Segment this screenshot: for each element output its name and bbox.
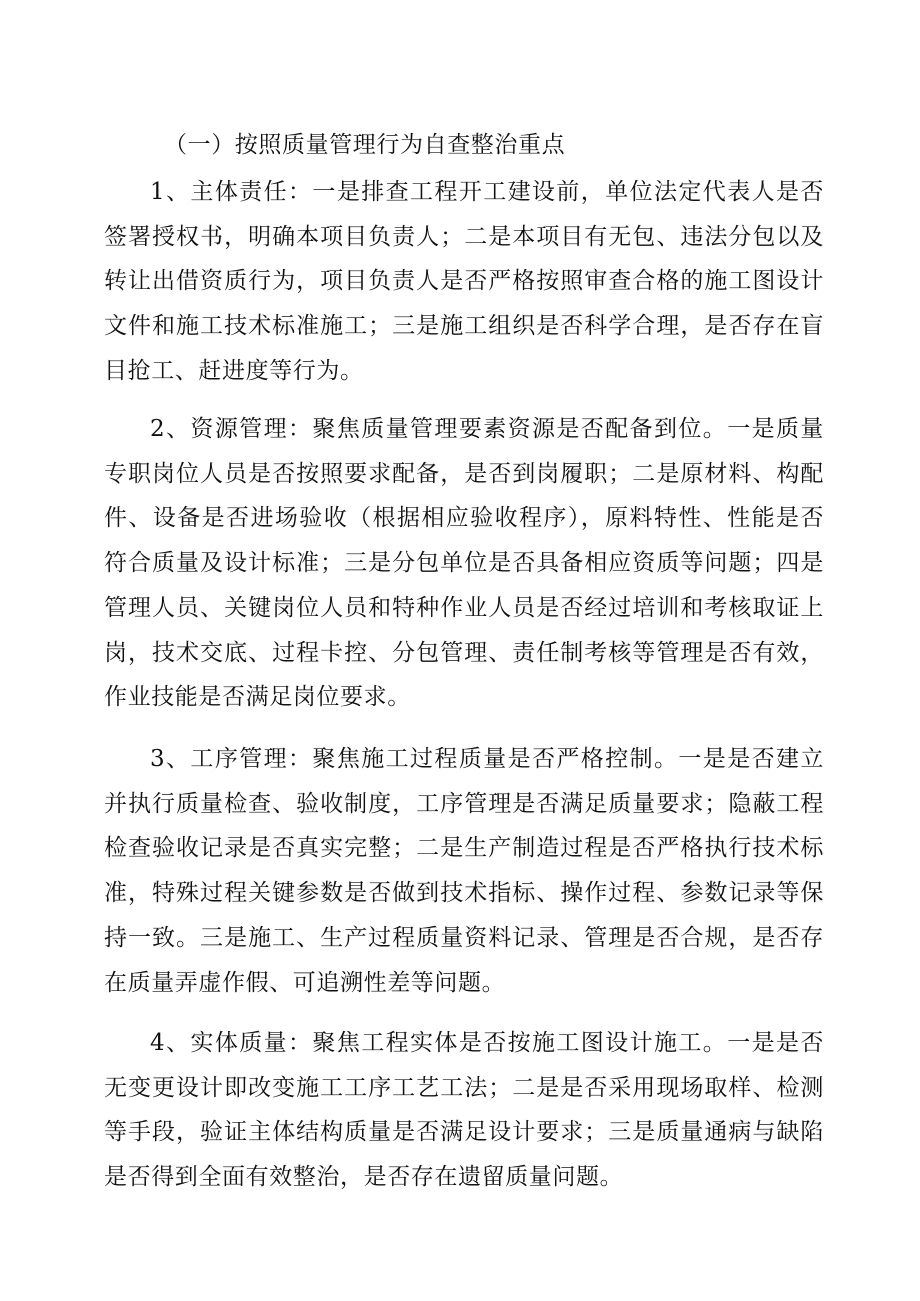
paragraph-block: [104, 737, 824, 1005]
paragraph-physical-quality: 4、实体质量：聚焦工程实体是否按施工图设计施工。一是是否无变更设计即改变施工工序工艺工法；二是是否采用现场取样、检测等手段，验证主体结构质量是否满足设计要求；三是质量通病与缺陷是否得到全面有效整治，是否存在遗留质量问题。: [104, 1030, 824, 1191]
paragraph-block: [104, 407, 824, 720]
section-heading: （一）按照质量管理行为自查整治重点: [164, 132, 566, 158]
paragraph-main-responsibility: 1、主体责任：一是排查工程开工建设前，单位法定代表人是否签署授权书，明确本项目负责人；二是本项目有无包、违法分包以及转让出借资质行为，项目负责人是否严格按照审查合格的施工图设计文件和施工技术标准施工；三是施工组织是否科学合理，是否存在盲目抢工、赶进度等行为。: [104, 179, 824, 384]
paragraph-process-management: 3、工序管理：聚焦施工过程质量是否严格控制。一是是否建立并执行质量检查、验收制度，工序管理是否满足质量要求；隐蔽工程检查验收记录是否真实完整；二是生产制造过程是否严格执行技术标准，特殊过程关键参数是否做到技术指标、操作过程、参数记录等保持一致。三是施工、生产过程质量资料记录、管理是否合规，是否存在质量弄虚作假、可追溯性差等问题。: [104, 746, 824, 996]
paragraph-block: [104, 1021, 824, 1200]
paragraph-block: [104, 170, 824, 394]
paragraph-resource-management: 2、资源管理：聚焦质量管理要素资源是否配备到位。一是质量专职岗位人员是否按照要求配备，是否到岗履职；二是原材料、构配件、设备是否进场验收（根据相应验收程序），原料特性、性能是否符合质量及设计标准；三是分包单位是否具备相应资质等问题；四是管理人员、关键岗位人员和特种作业人员是否经过培训和考核取证上岗，技术交底、过程卡控、分包管理、责任制考核等管理是否有效，作业技能是否满足岗位要求。: [104, 416, 824, 711]
